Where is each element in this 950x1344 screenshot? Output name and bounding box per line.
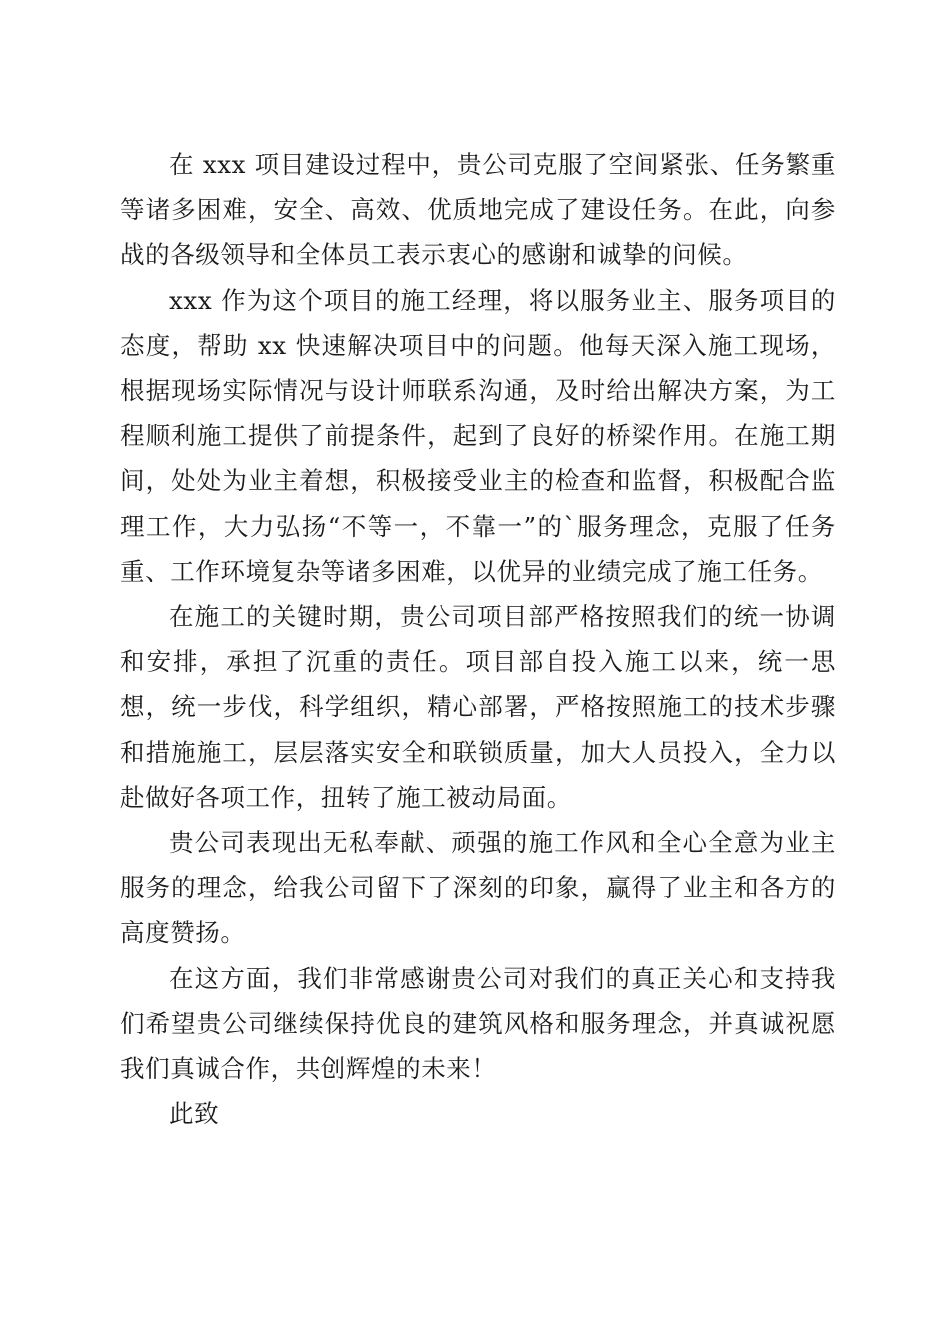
- closing-salutation: 此致: [169, 1099, 220, 1129]
- paragraph-2: xxx 作为这个项目的施工经理，将以服务业主、服务项目的态度，帮助 xx 快速解决项目中的问题。他每天深入施工现场，根据现场实际情况与设计师联系沟通，及时给出解决方案，为工程顺利施工提供了前提条件，起到了良好的桥梁作用。在施工期间，处处为业主着想，积极接受业主的检查和监督，积极配合监理工作，大力弘扬“不等一，不靠一”的`服务理念，克服了任务重、工作环境复杂等诸多困难，以优异的业绩完成了施工任务。: [120, 285, 836, 586]
- letter-body: [120, 142, 836, 1136]
- paragraph-1: 在 xxx 项目建设过程中，贵公司克服了空间紧张、任务繁重等诸多困难，安全、高效、优质地完成了建设任务。在此，向参战的各级领导和全体员工表示衷心的感谢和诚挚的问候。: [120, 150, 836, 270]
- paragraph-3: 在施工的关键时期，贵公司项目部严格按照我们的统一协调和安排，承担了沉重的责任。项目部自投入施工以来，统一思想，统一步伐，科学组织，精心部署，严格按照施工的技术步骤和措施施工，层层落实安全和联锁质量，加大人员投入，全力以赴做好各项工作，扭转了施工被动局面。: [120, 602, 836, 812]
- paragraph-4: 贵公司表现出无私奉献、顽强的施工作风和全心全意为业主服务的理念，给我公司留下了深刻的印象，赢得了业主和各方的高度赞扬。: [120, 828, 836, 948]
- paragraph-5: 在这方面，我们非常感谢贵公司对我们的真正关心和支持我们希望贵公司继续保持优良的建筑风格和服务理念，并真诚祝愿我们真诚合作，共创辉煌的未来！: [120, 963, 836, 1084]
